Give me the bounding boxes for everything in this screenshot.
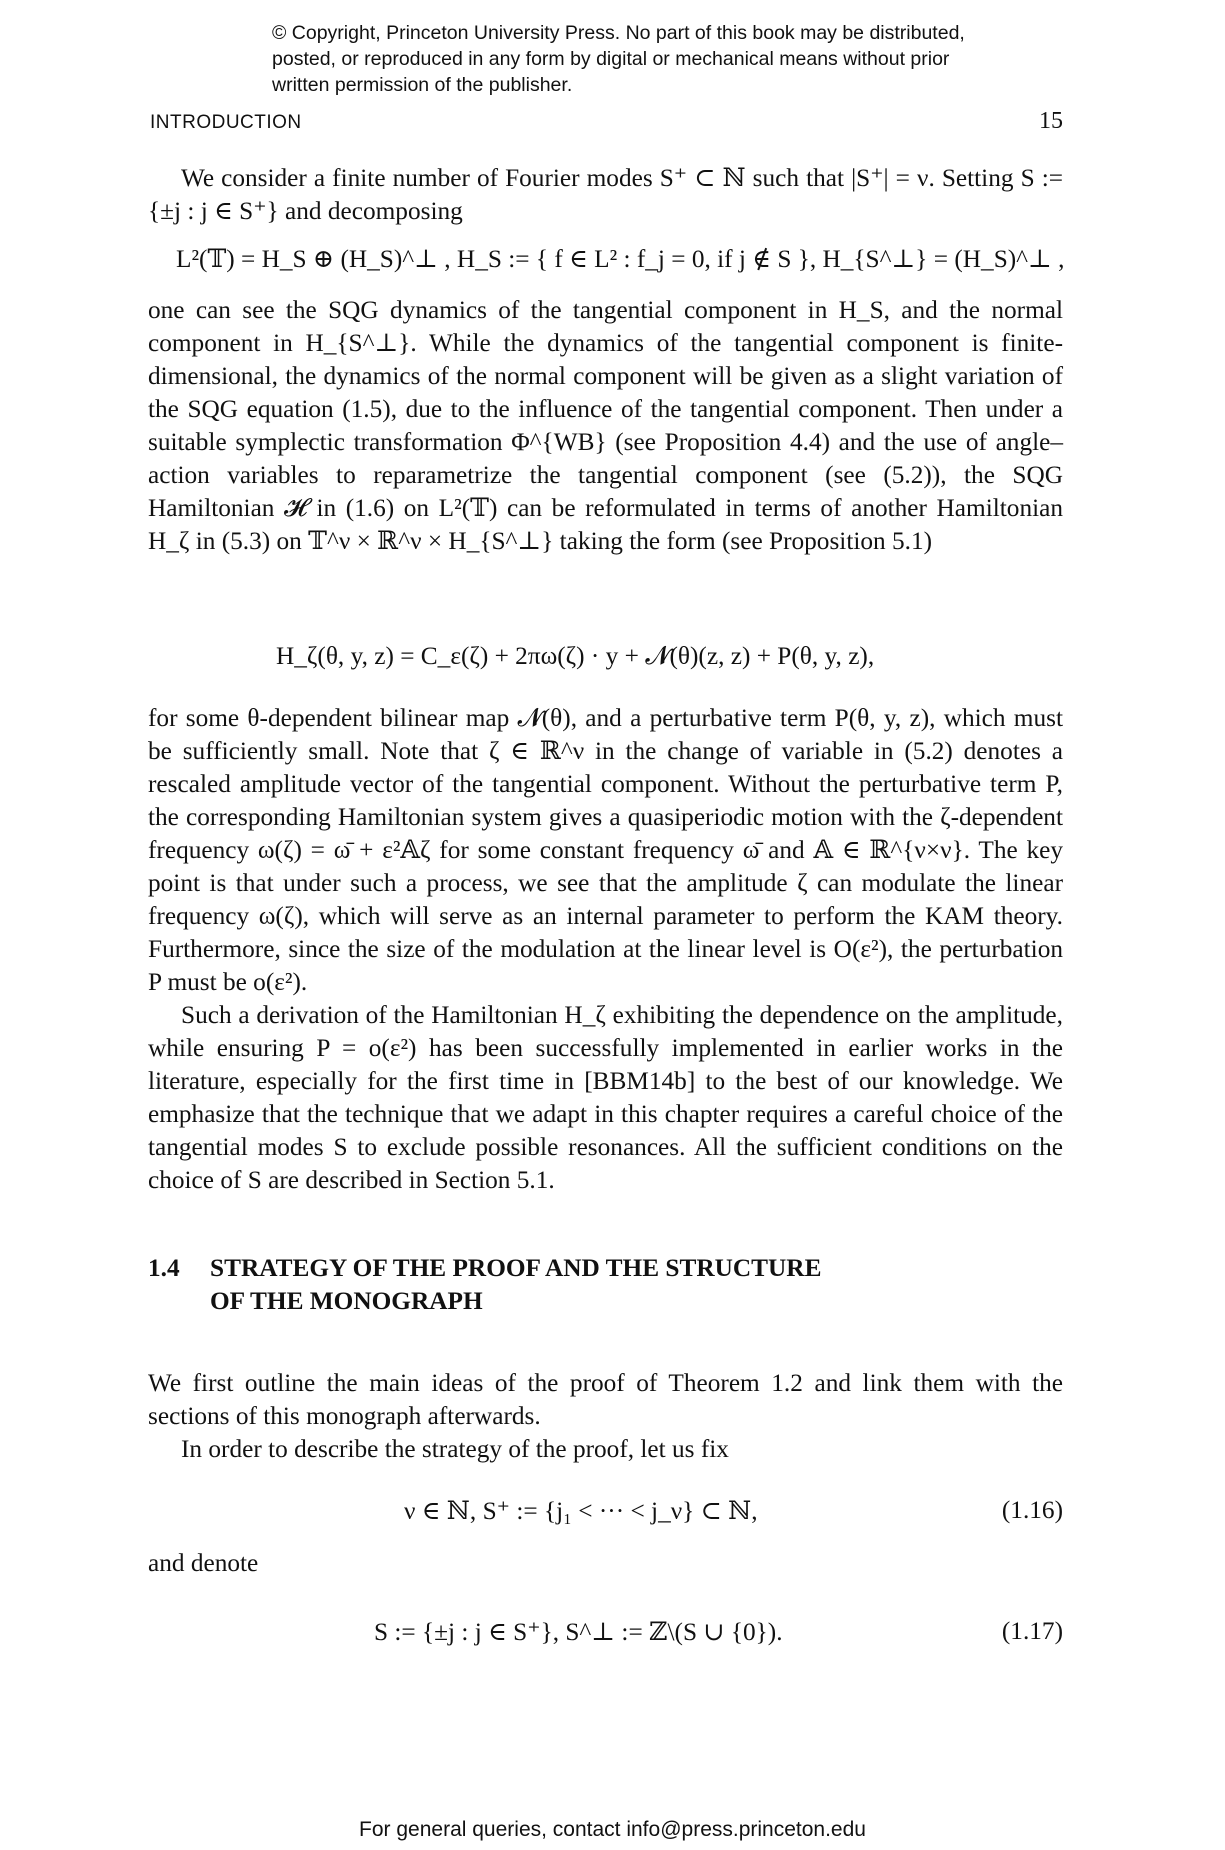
paragraph-text: Such a derivation of the Hamiltonian H_ζ exhibiting the dependence on the amplitude, while ensuring P = o(ε²) has been successfully implemented in earlier works in the literature, especially for the first time in [BBM14b] to the best of our knowledge. We emphasize that the technique that we adapt in this chapter requires a careful choice of the tangential modes S to exclude possible resonances. All the sufficient conditions on the choice of S are described in Section 5.1.	[148, 1001, 1063, 1194]
page-number: 15	[1039, 108, 1063, 134]
paragraph-sqg-dynamics	[148, 294, 1063, 558]
footer-contact: For general queries, contact info@press.princeton.edu	[359, 1818, 866, 1841]
equation-label-1-16: (1.16)	[1001, 1496, 1063, 1524]
paragraph-bilinear-map	[148, 702, 1063, 1197]
paragraph-outline	[148, 1367, 1063, 1466]
equation-1-17: S := {±j : j ∈ S⁺}, S^⊥ := ℤ\(S ∪ {0}).	[374, 1618, 783, 1646]
copyright-notice: © Copyright, Princeton University Press. No part of this book may be distributed, posted, or reproduced in any form by digital or mechanical means without prior written permission of the publisher.	[272, 22, 965, 96]
paragraph-text: one can see the SQG dynamics of the tangential component in H_S, and the normal component in H_{S^⊥}. While the dynamics of the tangential component is finite-dimensional, the dynamics of the normal component will be given as a slight variation of the SQG equation (1.5), due to the influence of the tangential component. Then under a suitable symplectic transformation Φ^{WB} (see Proposition 4.4) and the use of angle–action variables to reparametrize the tangential component (see (5.2)), the SQG Hamiltonian 𝓗 in (1.6) on L²(𝕋) can be reformulated in terms of another Hamiltonian H_ζ in (5.3) on 𝕋^ν × ℝ^ν × H_{S^⊥} taking the form (see Proposition 5.1)	[148, 296, 1063, 555]
paragraph-fourier-modes	[148, 162, 1063, 228]
section-title-line1: STRATEGY OF THE PROOF AND THE STRUCTURE	[210, 1254, 822, 1282]
paragraph-text: In order to describe the strategy of the proof, let us fix	[181, 1435, 729, 1463]
section-heading	[148, 1252, 821, 1318]
paragraph-and-denote	[148, 1547, 1063, 1580]
equation-1-16: ν ∈ ℕ, S⁺ := {j₁ < ··· < j_ν} ⊂ ℕ,	[404, 1497, 758, 1525]
section-title-line2: OF THE MONOGRAPH	[210, 1287, 483, 1315]
paragraph-text: We first outline the main ideas of the proof of Theorem 1.2 and link them with the sections of this monograph afterwards.	[148, 1369, 1063, 1430]
section-number: 1.4	[148, 1254, 180, 1282]
running-head: INTRODUCTION	[150, 112, 302, 133]
paragraph-text: for some θ-dependent bilinear map 𝓝(θ), and a perturbative term P(θ, y, z), which must be sufficiently small. Note that ζ ∈ ℝ^ν in the change of variable in (5.2) denotes a rescaled amplitude vector of the tangential component. Without the perturbative term P, the corresponding Hamiltonian system gives a quasiperiodic motion with the ζ-dependent frequency ω(ζ) = ω̄ + ε²𝔸ζ for some constant frequency ω̄ and 𝔸 ∈ ℝ^{ν×ν}. The key point is that under such a process, we see that the amplitude ζ can modulate the linear frequency ω(ζ), which will serve as an internal parameter to perform the KAM theory. Furthermore, since the size of the modulation at the linear level is O(ε²), the perturbation P must be o(ε²).	[148, 704, 1063, 996]
equation-label-1-17: (1.17)	[1001, 1617, 1063, 1645]
paragraph-text: and denote	[148, 1549, 259, 1577]
equation-hamiltonian: H_ζ(θ, y, z) = C_ε(ζ) + 2πω(ζ) · y + 𝓝(θ)(z, z) + P(θ, y, z),	[276, 642, 875, 670]
paragraph-text: We consider a finite number of Fourier modes S⁺ ⊂ ℕ such that |S⁺| = ν. Setting S := {±j : j ∈ S⁺} and decomposing	[148, 164, 1063, 225]
equation-decomposition: L²(𝕋) = H_S ⊕ (H_S)^⊥ , H_S := { f ∈ L² : f_j = 0, if j ∉ S }, H_{S^⊥} = (H_S)^⊥ ,	[176, 245, 1065, 273]
